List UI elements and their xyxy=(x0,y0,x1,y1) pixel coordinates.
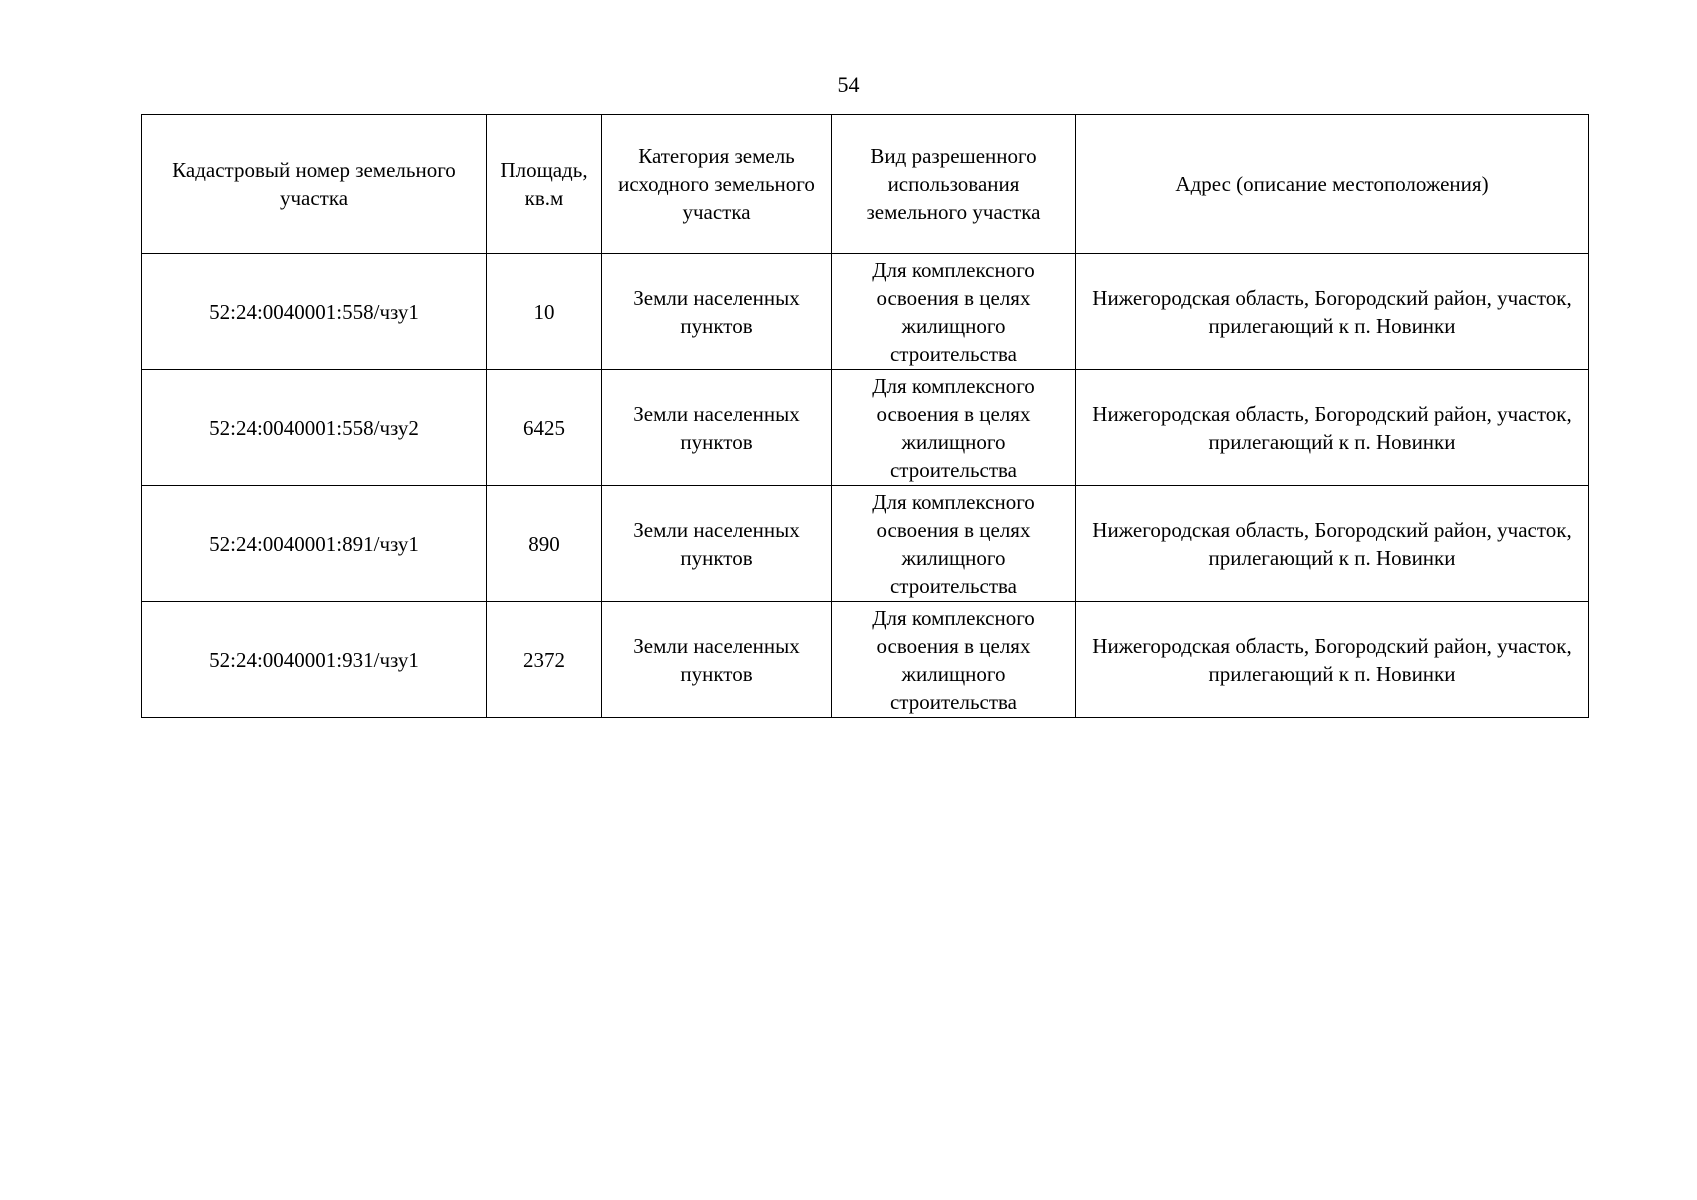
cell-permitted-use: Для комплексного освоения в целях жилищного строительства xyxy=(832,602,1076,718)
cell-area: 6425 xyxy=(487,370,602,486)
cell-land-category: Земли населенных пунктов xyxy=(602,486,832,602)
header-land-category: Категория земель исходного земельного участка xyxy=(602,115,832,254)
header-cadastral-number: Кадастровый номер земельного участка xyxy=(142,115,487,254)
page-number: 54 xyxy=(837,72,860,97)
cell-land-category: Земли населенных пунктов xyxy=(602,370,832,486)
cell-permitted-use: Для комплексного освоения в целях жилищного строительства xyxy=(832,370,1076,486)
cell-cadastral-number: 52:24:0040001:558/чзу1 xyxy=(142,254,487,370)
cell-land-category: Земли населенных пунктов xyxy=(602,254,832,370)
cell-address: Нижегородская область, Богородский район, участок, прилегающий к п. Новинки xyxy=(1076,486,1589,602)
table-header-row xyxy=(142,115,1589,254)
table-row xyxy=(142,486,1589,602)
header-address: Адрес (описание местоположения) xyxy=(1076,115,1589,254)
header-area: Площадь, кв.м xyxy=(487,115,602,254)
cell-area: 10 xyxy=(487,254,602,370)
cell-area: 890 xyxy=(487,486,602,602)
cell-address: Нижегородская область, Богородский район, участок, прилегающий к п. Новинки xyxy=(1076,602,1589,718)
table-row xyxy=(142,254,1589,370)
cell-cadastral-number: 52:24:0040001:891/чзу1 xyxy=(142,486,487,602)
cell-area: 2372 xyxy=(487,602,602,718)
cell-address: Нижегородская область, Богородский район, участок, прилегающий к п. Новинки xyxy=(1076,370,1589,486)
table-row xyxy=(142,602,1589,718)
cell-permitted-use: Для комплексного освоения в целях жилищного строительства xyxy=(832,486,1076,602)
cell-cadastral-number: 52:24:0040001:931/чзу1 xyxy=(142,602,487,718)
land-plots-table xyxy=(141,114,1589,718)
cell-cadastral-number: 52:24:0040001:558/чзу2 xyxy=(142,370,487,486)
cell-permitted-use: Для комплексного освоения в целях жилищного строительства xyxy=(832,254,1076,370)
table-row xyxy=(142,370,1589,486)
header-permitted-use: Вид разрешенного использования земельного участка xyxy=(832,115,1076,254)
cell-land-category: Земли населенных пунктов xyxy=(602,602,832,718)
cell-address: Нижегородская область, Богородский район, участок, прилегающий к п. Новинки xyxy=(1076,254,1589,370)
